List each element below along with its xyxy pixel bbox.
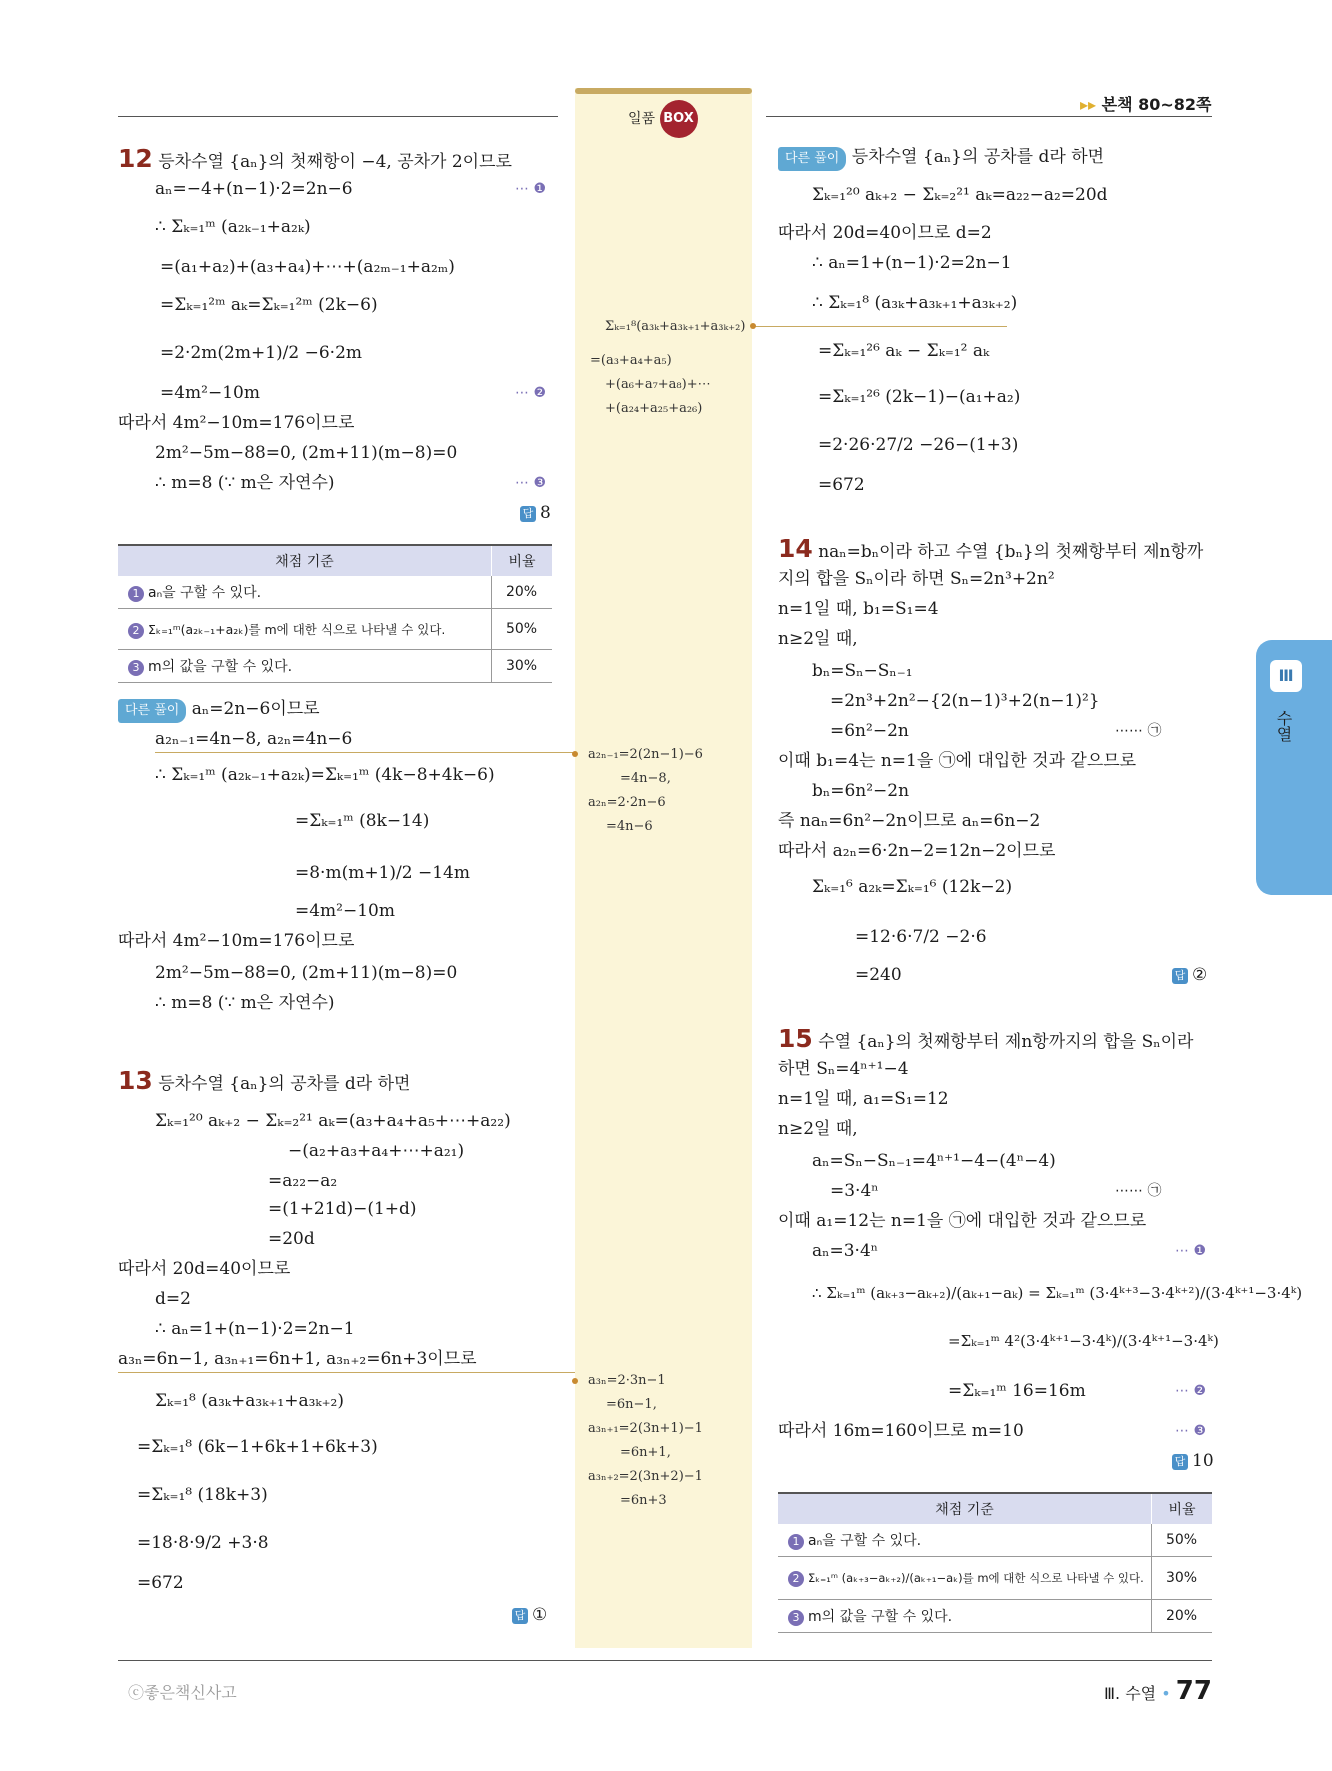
step-number: 2: [128, 623, 144, 639]
p15-line-10: =Σₖ₌₁ᵐ 16=16m: [948, 1381, 1086, 1401]
answer-value: ②: [1192, 965, 1208, 985]
mark-3: ⋯ ❸: [515, 475, 547, 491]
p13-line-5: =20d: [268, 1229, 315, 1249]
table-row: [118, 609, 552, 650]
p14-line-0: naₙ=bₙ이라 하고 수열 {bₙ}의 첫째항부터 제n항까: [818, 542, 1204, 562]
table-header: 비율: [492, 545, 553, 576]
p14-line-5: =2n³+2n²−{2(n−1)³+2(n−1)²}: [830, 691, 1100, 711]
table-cell: 30%: [1152, 1557, 1213, 1600]
p14-line-10: 따라서 a₂ₙ=6·2n−2=12n−2이므로: [778, 841, 1056, 861]
p13-line-11: =Σₖ₌₁⁸ (6k−1+6k+1+6k+3): [137, 1437, 378, 1457]
p15-line-1: 하면 Sₙ=4ⁿ⁺¹−4: [778, 1059, 909, 1079]
p13-line-10: Σₖ₌₁⁸ (a₃ₖ+a₃ₖ₊₁+a₃ₖ₊₂): [155, 1391, 345, 1411]
p14-line-11: Σₖ₌₁⁶ a₂ₖ=Σₖ₌₁⁶ (12k−2): [812, 877, 1013, 897]
scoring-table-15: [778, 1492, 1212, 1633]
p14-line-8: bₙ=6n²−2n: [812, 781, 910, 801]
section-label: Ⅲ. 수열: [1104, 1684, 1157, 1703]
alt12-line-1: a₂ₙ₋₁=4n−8, a₂ₙ=4n−6: [155, 729, 353, 749]
p12-line-4: =Σₖ₌₁²ᵐ aₖ=Σₖ₌₁²ᵐ (2k−6): [160, 295, 378, 315]
p14-line-2: n=1일 때, b₁=S₁=4: [778, 599, 939, 619]
table-row: [778, 1524, 1212, 1557]
p14-line-7: 이때 b₁=4는 n=1을 ㉠에 대입한 것과 같으므로: [778, 751, 1137, 771]
answer-icon: 답: [512, 1608, 528, 1624]
table-header: 채점 기준: [778, 1493, 1152, 1524]
alt12-line-0: aₙ=2n−6이므로: [191, 699, 320, 719]
p15-line-6: 이때 a₁=12는 n=1을 ㉠에 대입한 것과 같으므로: [778, 1211, 1147, 1231]
middle-note-line: +(a₂₄+a₂₅+a₂₆): [605, 401, 703, 416]
p12-line-2: ∴ Σₖ₌₁ᵐ (a₂ₖ₋₁+a₂ₖ): [155, 217, 311, 237]
page-reference-text: 본책 80~82쪽: [1101, 95, 1212, 114]
leader-dot: [572, 1378, 578, 1384]
middle-note-line: a₃ₙ₊₁=2(3n+1)−1: [588, 1421, 703, 1436]
table-row: [778, 1557, 1212, 1600]
p12-line-7: 따라서 4m²−10m=176이므로: [118, 413, 355, 433]
p12-line-3: =(a₁+a₂)+(a₃+a₄)+⋯+(a₂ₘ₋₁+a₂ₘ): [160, 257, 455, 277]
criteria-text: aₙ을 구할 수 있다.: [148, 585, 262, 601]
middle-note-line: a₂ₙ₋₁=2(2n−1)−6: [588, 747, 703, 762]
alt13-line-8: =672: [818, 475, 865, 495]
alt-tag: 다른 풀이: [118, 699, 186, 723]
page-number: 77: [1175, 1676, 1212, 1706]
scoring-table-12: [118, 544, 552, 683]
answer-icon: 답: [1172, 1454, 1188, 1470]
answer-icon: 답: [1172, 968, 1188, 984]
side-tab-label: 수열: [1274, 710, 1293, 742]
middle-column-cap: [575, 88, 752, 94]
p14-line-1: 지의 합을 Sₙ이라 하면 Sₙ=2n³+2n²: [778, 569, 1055, 589]
alt13-line-7: =2·26·27/2 −26−(1+3): [818, 435, 1019, 455]
criteria-text: m의 값을 구할 수 있다.: [148, 659, 293, 675]
middle-note-line: =4n−6: [606, 819, 653, 834]
middle-note-line: =4n−8,: [620, 771, 671, 786]
p15-line-7: aₙ=3·4ⁿ: [812, 1241, 879, 1261]
middle-note-line: =6n−1,: [606, 1397, 657, 1412]
p14-line-4: bₙ=Sₙ−Sₙ₋₁: [812, 661, 913, 681]
alt13-line-3: ∴ aₙ=1+(n−1)·2=2n−1: [812, 253, 1012, 273]
p13-line-4: =(1+21d)−(1+d): [268, 1199, 417, 1219]
alt12-line-7: 2m²−5m−88=0, (2m+11)(m−8)=0: [155, 963, 458, 983]
p14-line-3: n≥2일 때,: [778, 629, 858, 649]
alt13-line-1: Σₖ₌₁²⁰ aₖ₊₂ − Σₖ₌₂²¹ aₖ=a₂₂−a₂=20d: [812, 185, 1108, 205]
table-cell: 20%: [492, 576, 553, 609]
p13-line-6: 따라서 20d=40이므로: [118, 1259, 291, 1279]
mark-1: ⋯ ❶: [515, 181, 547, 197]
answer: [1172, 1450, 1214, 1472]
equation-tag: ⋯⋯ ㉠: [1115, 723, 1162, 739]
p12-line-1: aₙ=−4+(n−1)·2=2n−6: [155, 179, 353, 199]
p13-line-14: =672: [137, 1573, 184, 1593]
step-number: 1: [788, 1534, 804, 1550]
p12-line-0: 등차수열 {aₙ}의 첫째항이 −4, 공차가 2이므로: [158, 152, 512, 172]
header-center: [628, 100, 698, 138]
answer: [1172, 964, 1207, 986]
answer: [512, 1604, 547, 1626]
alt12-line-3: =Σₖ₌₁ᵐ (8k−14): [295, 811, 430, 831]
p13-line-13: =18·8·9/2 +3·8: [137, 1533, 269, 1553]
header-center-label: 일품: [628, 111, 656, 127]
leader-line: [118, 1372, 575, 1373]
table-row: [118, 650, 552, 683]
table-cell: 20%: [1152, 1600, 1213, 1633]
p15-line-2: n=1일 때, a₁=S₁=12: [778, 1089, 949, 1109]
p13-line-12: =Σₖ₌₁⁸ (18k+3): [137, 1485, 268, 1505]
table-header-row: [778, 1493, 1212, 1524]
table-cell: [118, 609, 492, 650]
table-row: [118, 576, 552, 609]
table-row: [778, 1600, 1212, 1633]
p12-line-9: ∴ m=8 (∵ m은 자연수): [155, 473, 335, 493]
alt13-line-2: 따라서 20d=40이므로 d=2: [778, 223, 992, 243]
header-rule-right: [766, 116, 1212, 117]
p13-line-9: a₃ₙ=6n−1, a₃ₙ₊₁=6n+1, a₃ₙ₊₂=6n+3이므로: [118, 1349, 477, 1369]
table-cell: 30%: [492, 650, 553, 683]
side-tab-numeral: Ⅲ: [1270, 660, 1302, 692]
table-cell: [778, 1524, 1152, 1557]
p13-line-8: ∴ aₙ=1+(n−1)·2=2n−1: [155, 1319, 355, 1339]
p14-line-13: =240: [855, 965, 902, 985]
p14-line-6: =6n²−2n: [830, 721, 909, 741]
step-number: 1: [128, 586, 144, 602]
criteria-text: Σₖ₌₁ᵐ(a₂ₖ₋₁+a₂ₖ)를 m에 대한 식으로 나타낼 수 있다.: [148, 621, 446, 637]
p12-line-6: =4m²−10m: [160, 383, 260, 403]
leader-line: [155, 752, 575, 753]
problem-number: 14: [778, 534, 813, 563]
answer-value: 8: [540, 503, 551, 523]
answer-value: 10: [1192, 1451, 1214, 1471]
leader-line: [752, 326, 1007, 327]
p15-line-9: =Σₖ₌₁ᵐ 4²(3·4ᵏ⁺¹−3·4ᵏ)/(3·4ᵏ⁺¹−3·4ᵏ): [948, 1332, 1219, 1350]
p15-line-8: ∴ Σₖ₌₁ᵐ (aₖ₊₃−aₖ₊₂)/(aₖ₊₁−aₖ) = Σₖ₌₁ᵐ (3·4ᵏ⁺³−3·4ᵏ⁺²)/(3·4ᵏ⁺¹−3·4ᵏ): [812, 1284, 1303, 1302]
p15-line-0: 수열 {aₙ}의 첫째항부터 제n항까지의 합을 Sₙ이라: [818, 1032, 1194, 1052]
p15-line-11: 따라서 16m=160이므로 m=10: [778, 1421, 1024, 1441]
middle-note-line: a₃ₙ₊₂=2(3n+2)−1: [588, 1469, 703, 1484]
alt12-line-4: =8·m(m+1)/2 −14m: [295, 863, 470, 883]
footer-section: [1104, 1676, 1212, 1706]
table-header-row: [118, 545, 552, 576]
middle-note-line: =(a₃+a₄+a₅): [590, 353, 672, 368]
p13-line-0: 등차수열 {aₙ}의 공차를 d라 하면: [158, 1074, 411, 1094]
p15-line-3: n≥2일 때,: [778, 1119, 858, 1139]
criteria-text: Σₖ₌₁ᵐ (aₖ₊₃−aₖ₊₂)/(aₖ₊₁−aₖ)를 m에 대한 식으로 나타낼 수 있다.: [808, 1570, 1144, 1585]
alt13-line-4: ∴ Σₖ₌₁⁸ (a₃ₖ+a₃ₖ₊₁+a₃ₖ₊₂): [812, 293, 1018, 313]
alt12-line-2: ∴ Σₖ₌₁ᵐ (a₂ₖ₋₁+a₂ₖ)=Σₖ₌₁ᵐ (4k−8+4k−6): [155, 765, 495, 785]
middle-note-line: =6n+3: [620, 1493, 667, 1508]
table-cell: 50%: [492, 609, 553, 650]
alt12-line-5: =4m²−10m: [295, 901, 395, 921]
side-tab: [1256, 640, 1332, 895]
answer-icon: 답: [520, 506, 536, 522]
problem-number: 15: [778, 1024, 813, 1053]
page-reference: [1080, 92, 1212, 115]
publisher: ⓒ좋은책신사고: [128, 1683, 237, 1702]
p12-line-8: 2m²−5m−88=0, (2m+11)(m−8)=0: [155, 443, 458, 463]
table-cell: [778, 1600, 1152, 1633]
p12-line-5: =2·2m(2m+1)/2 −6·2m: [160, 343, 363, 363]
alt13-line-0: 등차수열 {aₙ}의 공차를 d라 하면: [851, 147, 1105, 167]
mark-1: ⋯ ❶: [1175, 1243, 1207, 1259]
p15-line-5: =3·4ⁿ: [830, 1181, 879, 1201]
p13-line-1: Σₖ₌₁²⁰ aₖ₊₂ − Σₖ₌₂²¹ aₖ=(a₃+a₄+a₅+⋯+a₂₂): [155, 1111, 511, 1131]
criteria-text: m의 값을 구할 수 있다.: [808, 1609, 953, 1625]
leader-dot: [750, 323, 756, 329]
leader-dot: [572, 751, 578, 757]
middle-note-line: Σₖ₌₁⁸(a₃ₖ+a₃ₖ₊₁+a₃ₖ₊₂): [605, 319, 746, 334]
criteria-text: aₙ을 구할 수 있다.: [808, 1533, 922, 1549]
step-number: 2: [788, 1571, 804, 1587]
step-number: 3: [788, 1610, 804, 1626]
table-cell: [118, 650, 492, 683]
alt-tag: 다른 풀이: [778, 147, 846, 171]
answer: [520, 502, 551, 524]
problem-number: 12: [118, 144, 153, 173]
alt13-line-5: =Σₖ₌₁²⁶ aₖ − Σₖ₌₁² aₖ: [818, 341, 990, 361]
step-number: 3: [128, 660, 144, 676]
header-rule-left: [118, 116, 558, 117]
box-badge: BOX: [660, 100, 698, 138]
middle-note-line: +(a₆+a₇+a₈)+⋯: [605, 377, 711, 392]
footer-rule: [118, 1660, 1212, 1661]
p13-line-2: −(a₂+a₃+a₄+⋯+a₂₁): [288, 1141, 465, 1161]
alt13-line-6: =Σₖ₌₁²⁶ (2k−1)−(a₁+a₂): [818, 387, 1021, 407]
middle-note-line: a₂ₙ=2·2n−6: [588, 795, 666, 810]
answer-value: ①: [532, 1605, 548, 1625]
bullet-icon: •: [1161, 1684, 1171, 1703]
p14-line-12: =12·6·7/2 −2·6: [855, 927, 987, 947]
middle-note-line: =6n+1,: [620, 1445, 671, 1460]
table-cell: 50%: [1152, 1524, 1213, 1557]
mark-2: ⋯ ❷: [1175, 1383, 1207, 1399]
mark-2: ⋯ ❷: [515, 385, 547, 401]
table-header: 채점 기준: [118, 545, 492, 576]
p14-line-9: 즉 naₙ=6n²−2n이므로 aₙ=6n−2: [778, 811, 1041, 831]
mark-3: ⋯ ❸: [1175, 1423, 1207, 1439]
table-header: 비율: [1152, 1493, 1213, 1524]
equation-tag: ⋯⋯ ㉠: [1115, 1183, 1162, 1199]
p15-line-4: aₙ=Sₙ−Sₙ₋₁=4ⁿ⁺¹−4−(4ⁿ−4): [812, 1151, 1056, 1171]
middle-note-line: a₃ₙ=2·3n−1: [588, 1373, 666, 1388]
alt12-line-6: 따라서 4m²−10m=176이므로: [118, 931, 355, 951]
arrow-icon: ▸▸: [1080, 95, 1097, 114]
problem-number: 13: [118, 1066, 153, 1095]
table-cell: [118, 576, 492, 609]
alt12-line-8: ∴ m=8 (∵ m은 자연수): [155, 993, 335, 1013]
p13-line-3: =a₂₂−a₂: [268, 1171, 338, 1191]
p13-line-7: d=2: [155, 1289, 191, 1309]
table-cell: [778, 1557, 1152, 1600]
